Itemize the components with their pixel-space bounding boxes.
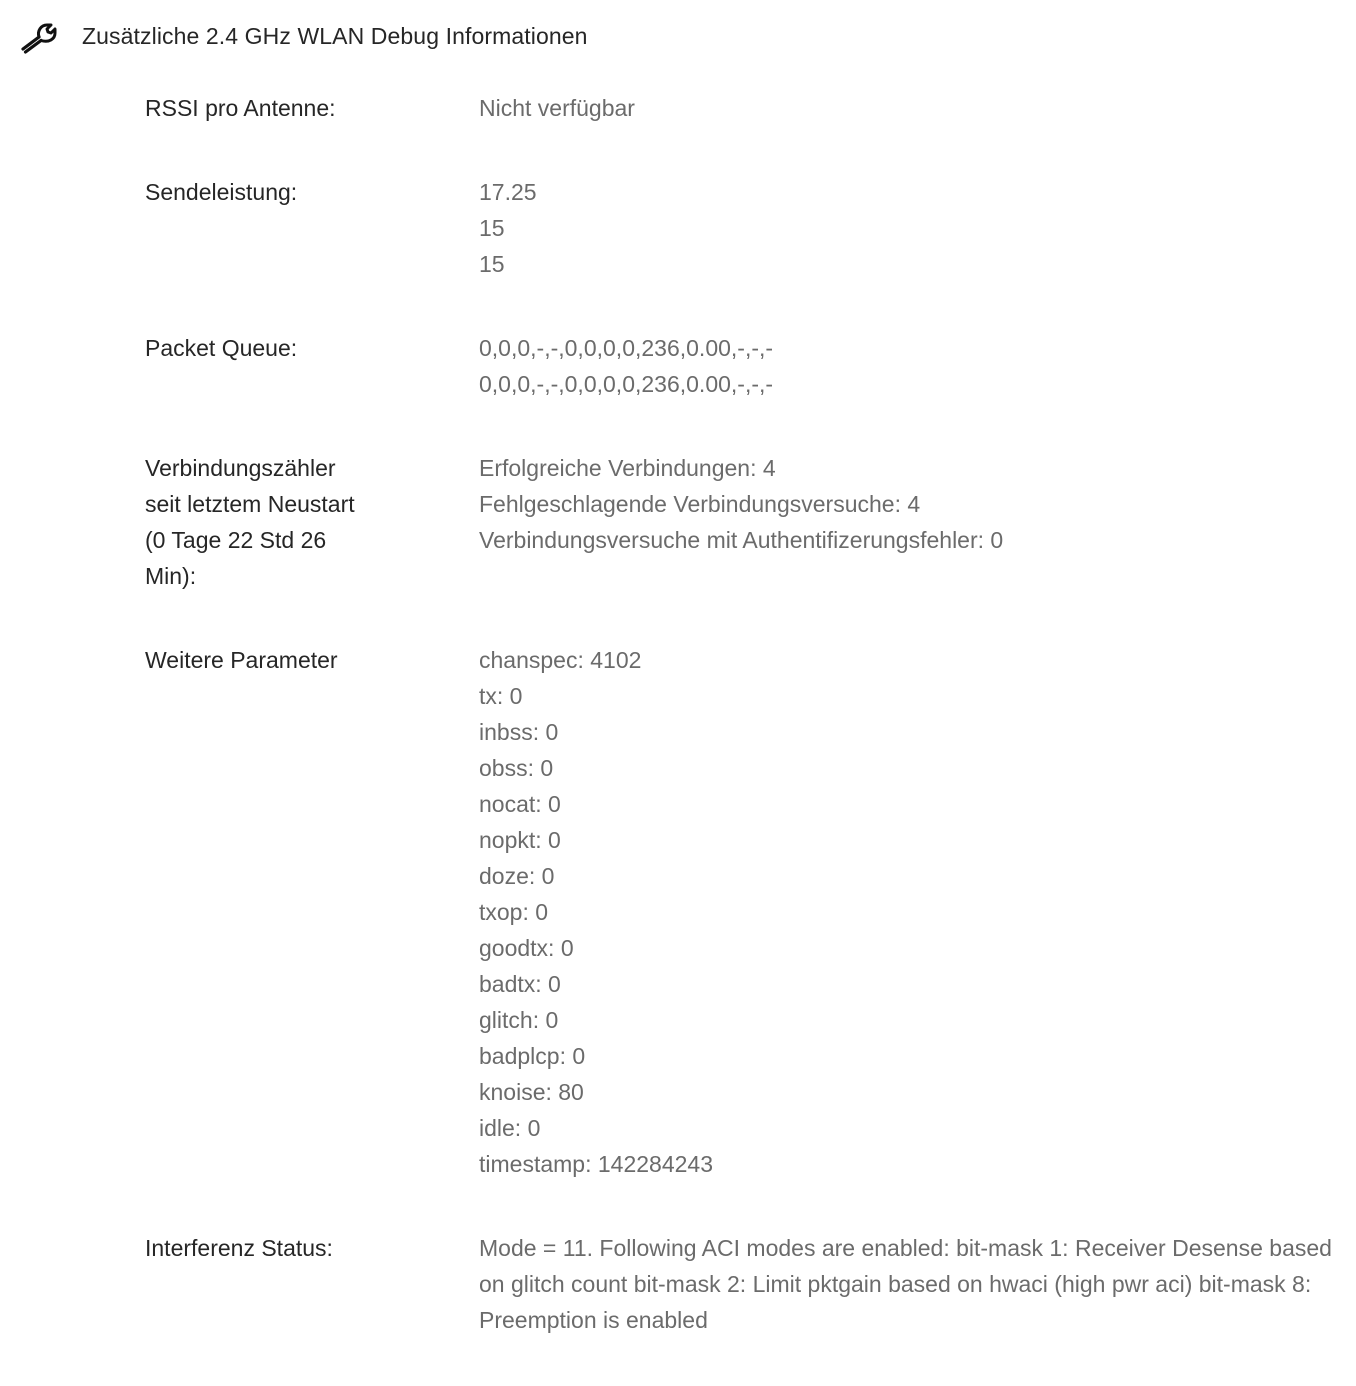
parameter-item: nocat: 0 bbox=[479, 791, 561, 817]
parameter-item: obss: 0 bbox=[479, 755, 554, 781]
parameter-item: nopkt: 0 bbox=[479, 827, 561, 853]
rssi-value: Nicht verfügbar bbox=[479, 95, 635, 121]
weitere-parameter-label: Weitere Parameter bbox=[145, 647, 338, 673]
parameter-item: knoise: 80 bbox=[479, 1079, 584, 1105]
sendeleistung-values bbox=[479, 174, 1340, 282]
packet-queue-value: 0,0,0,-,-,0,0,0,0,236,0.00,-,-,- bbox=[479, 371, 774, 397]
parameter-item: inbss: 0 bbox=[479, 719, 559, 745]
packet-queue-value: 0,0,0,-,-,0,0,0,0,236,0.00,-,-,- bbox=[479, 335, 774, 361]
verbindungszaehler-label-text: Verbindungszähler seit letztem Neustart (0 Tage 22 Std 26 Min): bbox=[145, 455, 355, 589]
sendeleistung-value: 17.25 bbox=[479, 179, 537, 205]
interferenz-value: Mode = 11. Following ACI modes are enabled: bit-mask 1: Receiver Desense based on glitch count bit-mask 2: Limit pktgain based on hwaci (high pwr aci) bit-mask 8: Preemption is enabled bbox=[479, 1235, 1332, 1333]
row-sendeleistung bbox=[145, 174, 1340, 282]
verbindungszaehler-value: Verbindungsversuche mit Authentifizerungsfehler: 0 bbox=[479, 527, 1004, 553]
packet-queue-label: Packet Queue: bbox=[145, 335, 298, 361]
interferenz-label: Interferenz Status: bbox=[145, 1235, 333, 1261]
row-rssi bbox=[145, 90, 1340, 126]
parameter-item: tx: 0 bbox=[479, 683, 523, 709]
row-verbindungszaehler bbox=[145, 450, 1340, 594]
parameter-item: idle: 0 bbox=[479, 1115, 541, 1141]
verbindungszaehler-value: Fehlgeschlagende Verbindungsversuche: 4 bbox=[479, 491, 921, 517]
parameter-item: badtx: 0 bbox=[479, 971, 561, 997]
sendeleistung-value: 15 bbox=[479, 215, 505, 241]
parameter-item: goodtx: 0 bbox=[479, 935, 574, 961]
parameter-item: timestamp: 142284243 bbox=[479, 1151, 713, 1177]
parameter-item: glitch: 0 bbox=[479, 1007, 559, 1033]
rssi-label: RSSI pro Antenne: bbox=[145, 95, 336, 121]
parameter-item: chanspec: 4102 bbox=[479, 647, 642, 673]
verbindungszaehler-label bbox=[145, 450, 479, 594]
parameter-item: txop: 0 bbox=[479, 899, 549, 925]
row-interferenz bbox=[145, 1230, 1340, 1338]
row-weitere-parameter bbox=[145, 642, 1340, 1182]
debug-info-table bbox=[145, 90, 1340, 1386]
parameter-item: doze: 0 bbox=[479, 863, 555, 889]
sendeleistung-label: Sendeleistung: bbox=[145, 179, 298, 205]
weitere-parameter-values bbox=[479, 642, 1340, 1182]
parameter-item: badplcp: 0 bbox=[479, 1043, 586, 1069]
section-title: Zusätzliche 2.4 GHz WLAN Debug Informationen bbox=[82, 22, 588, 49]
packet-queue-values bbox=[479, 330, 1340, 402]
section-header[interactable] bbox=[20, 14, 588, 58]
verbindungszaehler-value: Erfolgreiche Verbindungen: 4 bbox=[479, 455, 776, 481]
wrench-icon bbox=[20, 16, 60, 56]
row-packet-queue bbox=[145, 330, 1340, 402]
verbindungszaehler-values bbox=[479, 450, 1340, 594]
sendeleistung-value: 15 bbox=[479, 251, 505, 277]
